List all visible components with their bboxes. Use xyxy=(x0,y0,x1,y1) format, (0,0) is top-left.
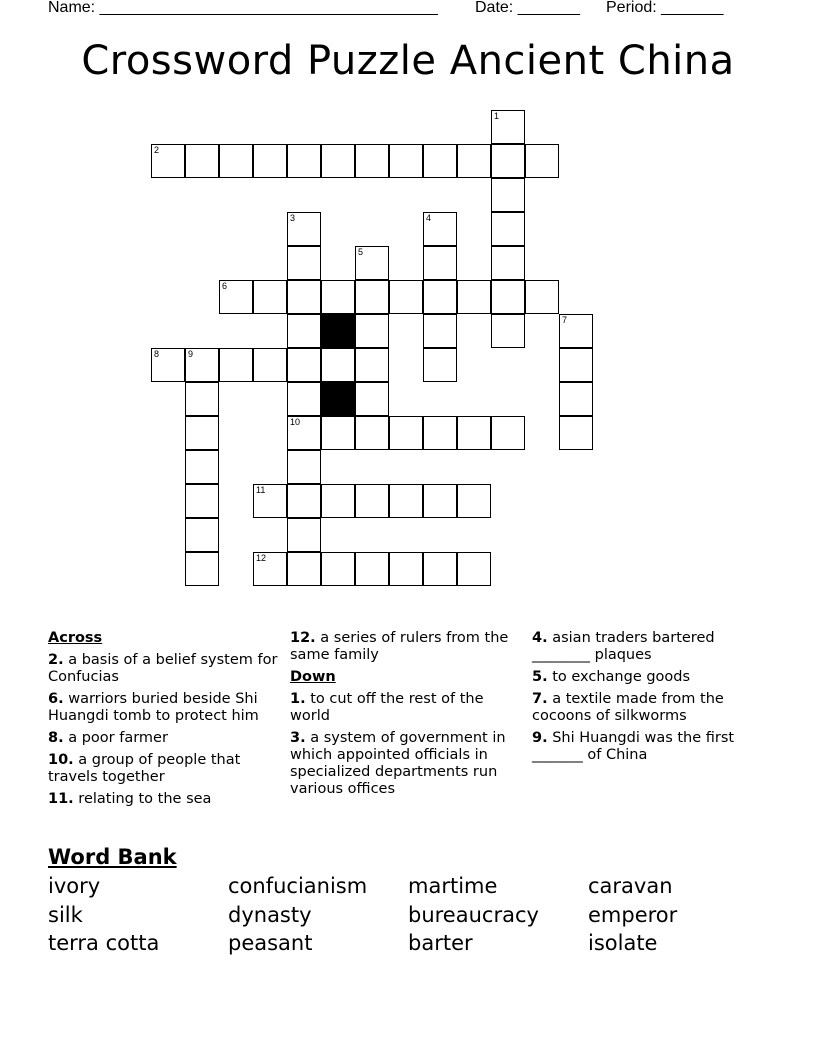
grid-cell[interactable] xyxy=(355,416,389,450)
clue-text: a system of government in which appointed officials in specialized departments run various offices xyxy=(290,730,506,797)
grid-cell[interactable] xyxy=(457,416,491,450)
clue-text: a textile made from the cocoons of silkworms xyxy=(532,691,724,724)
clues-column-1 xyxy=(48,630,280,813)
grid-cell[interactable] xyxy=(457,552,491,586)
clue-number: 12 xyxy=(256,553,267,563)
grid-cell[interactable] xyxy=(321,144,355,178)
grid-cell[interactable] xyxy=(491,178,525,212)
grid-cell[interactable] xyxy=(185,518,219,552)
grid-cell[interactable] xyxy=(423,314,457,348)
grid-cell[interactable] xyxy=(423,416,457,450)
clue-number: 3 xyxy=(290,213,296,223)
grid-cell[interactable] xyxy=(491,314,525,348)
clue-item xyxy=(532,630,772,664)
clue-text: asian traders bartered ________ plaques xyxy=(532,630,715,663)
clue-text: warriors buried beside Shi Huangdi tomb to protect him xyxy=(48,691,259,724)
grid-cell[interactable] xyxy=(389,280,423,314)
grid-cell[interactable] xyxy=(457,484,491,518)
word-bank-word: terra cotta xyxy=(48,931,160,955)
grid-cell[interactable] xyxy=(185,552,219,586)
clue-number: 7 xyxy=(562,315,568,325)
across-heading: Across xyxy=(48,630,103,646)
grid-cell[interactable] xyxy=(423,212,457,246)
grid-cell[interactable] xyxy=(253,348,287,382)
black-cell xyxy=(321,382,355,416)
clue-number: 11 xyxy=(256,485,266,495)
grid-cell[interactable] xyxy=(321,280,355,314)
clue-num: 4. xyxy=(532,630,548,646)
grid-cell[interactable] xyxy=(559,348,593,382)
word-bank-word: dynasty xyxy=(228,903,312,927)
grid-cell[interactable] xyxy=(287,280,321,314)
clue-item xyxy=(48,691,280,725)
clue-num: 8. xyxy=(48,730,64,746)
clue-text: Shi Huangdi was the first _______ of China xyxy=(532,730,735,763)
grid-cell[interactable] xyxy=(389,552,423,586)
clue-num: 12. xyxy=(290,630,316,646)
word-bank-word: isolate xyxy=(588,931,658,955)
grid-cell[interactable] xyxy=(253,280,287,314)
grid-cell[interactable] xyxy=(151,144,185,178)
clue-number: 9 xyxy=(188,349,194,359)
grid-cell[interactable] xyxy=(423,280,457,314)
grid-cell[interactable] xyxy=(355,144,389,178)
word-bank-word: bureaucracy xyxy=(408,903,539,927)
clue-num: 7. xyxy=(532,691,548,707)
clue-text: a group of people that travels together xyxy=(48,752,241,785)
grid-cell[interactable] xyxy=(287,246,321,280)
name-field-label[interactable]: Name: ______________________________________ xyxy=(48,0,438,16)
grid-cell[interactable] xyxy=(491,280,525,314)
grid-cell[interactable] xyxy=(321,348,355,382)
grid-cell[interactable] xyxy=(355,246,389,280)
clue-text: to cut off the rest of the world xyxy=(290,691,484,724)
grid-cell[interactable] xyxy=(355,314,389,348)
grid-cell[interactable] xyxy=(355,484,389,518)
period-field-label[interactable]: Period: _______ xyxy=(606,0,724,16)
word-bank-word: peasant xyxy=(228,931,313,955)
grid-cell[interactable] xyxy=(185,348,219,382)
down-heading: Down xyxy=(290,669,336,685)
grid-cell[interactable] xyxy=(287,314,321,348)
clue-num: 9. xyxy=(532,730,548,746)
clue-number: 6 xyxy=(222,281,228,291)
grid-cell[interactable] xyxy=(287,416,321,450)
grid-cell[interactable] xyxy=(423,552,457,586)
clue-text: relating to the sea xyxy=(78,791,212,807)
grid-cell[interactable] xyxy=(355,280,389,314)
clue-text: a poor farmer xyxy=(68,730,168,746)
grid-cell[interactable] xyxy=(287,212,321,246)
grid-cell[interactable] xyxy=(423,484,457,518)
grid-cell[interactable] xyxy=(287,348,321,382)
clue-item xyxy=(290,630,522,664)
word-bank-word: confucianism xyxy=(228,874,368,898)
clue-num: 6. xyxy=(48,691,64,707)
grid-cell[interactable] xyxy=(491,246,525,280)
grid-cell[interactable] xyxy=(355,552,389,586)
word-bank-word: silk xyxy=(48,903,83,927)
grid-cell[interactable] xyxy=(287,518,321,552)
grid-cell[interactable] xyxy=(287,450,321,484)
grid-cell[interactable] xyxy=(389,484,423,518)
grid-cell[interactable] xyxy=(491,110,525,144)
grid-cell[interactable] xyxy=(185,416,219,450)
clue-number: 1 xyxy=(494,111,500,121)
grid-cell[interactable] xyxy=(287,552,321,586)
clue-num: 1. xyxy=(290,691,306,707)
grid-cell[interactable] xyxy=(559,314,593,348)
clue-item xyxy=(48,652,280,686)
grid-cell[interactable] xyxy=(491,416,525,450)
clue-num: 2. xyxy=(48,652,64,668)
clue-number: 2 xyxy=(154,145,160,155)
clue-item xyxy=(290,691,522,725)
grid-cell[interactable] xyxy=(253,552,287,586)
clue-number: 4 xyxy=(426,213,432,223)
clue-num: 10. xyxy=(48,752,74,768)
grid-cell[interactable] xyxy=(287,382,321,416)
grid-cell[interactable] xyxy=(151,348,185,382)
clue-num: 3. xyxy=(290,730,306,746)
clue-text: to exchange goods xyxy=(552,669,691,685)
grid-cell[interactable] xyxy=(423,348,457,382)
clue-item xyxy=(48,752,280,786)
clue-text: a series of rulers from the same family xyxy=(290,630,509,663)
clue-number: 8 xyxy=(154,349,160,359)
clue-item xyxy=(532,691,772,725)
grid-cell[interactable] xyxy=(423,144,457,178)
grid-cell[interactable] xyxy=(389,416,423,450)
word-bank-title: Word Bank xyxy=(48,845,177,869)
word-bank-word: emperor xyxy=(588,903,678,927)
clue-item xyxy=(532,730,772,764)
grid-cell[interactable] xyxy=(185,450,219,484)
grid-cell[interactable] xyxy=(457,280,491,314)
clue-item xyxy=(48,730,280,747)
clue-number: 5 xyxy=(358,247,364,257)
grid-cell[interactable] xyxy=(457,144,491,178)
grid-cell[interactable] xyxy=(559,416,593,450)
grid-cell[interactable] xyxy=(253,144,287,178)
grid-cell[interactable] xyxy=(321,484,355,518)
grid-cell[interactable] xyxy=(525,280,559,314)
word-bank-word: caravan xyxy=(588,874,673,898)
grid-cell[interactable] xyxy=(491,212,525,246)
grid-cell[interactable] xyxy=(219,348,253,382)
clue-num: 11. xyxy=(48,791,74,807)
clue-text: a basis of a belief system for Confucias xyxy=(48,652,278,685)
grid-cell[interactable] xyxy=(219,280,253,314)
clue-item xyxy=(290,730,522,798)
grid-cell[interactable] xyxy=(491,144,525,178)
clue-number: 10 xyxy=(290,417,301,427)
grid-cell[interactable] xyxy=(185,484,219,518)
word-bank-word: barter xyxy=(408,931,473,955)
date-field-label[interactable]: Date: _______ xyxy=(475,0,580,16)
clue-num: 5. xyxy=(532,669,548,685)
grid-cell[interactable] xyxy=(253,484,287,518)
grid-cell[interactable] xyxy=(287,484,321,518)
word-bank-word: martime xyxy=(408,874,498,898)
page-title: Crossword Puzzle Ancient China xyxy=(81,38,735,84)
clues-column-3 xyxy=(532,630,772,769)
grid-cell[interactable] xyxy=(185,144,219,178)
clues-column-2 xyxy=(290,630,522,803)
grid-cell[interactable] xyxy=(423,246,457,280)
clue-item xyxy=(532,669,772,686)
grid-cell[interactable] xyxy=(525,144,559,178)
black-cell xyxy=(321,314,355,348)
grid-cell[interactable] xyxy=(355,348,389,382)
word-bank-word: ivory xyxy=(48,874,101,898)
grid-cell[interactable] xyxy=(185,382,219,416)
clue-item xyxy=(48,791,280,808)
grid-cell[interactable] xyxy=(321,552,355,586)
grid-cell[interactable] xyxy=(559,382,593,416)
grid-cell[interactable] xyxy=(219,144,253,178)
grid-cell[interactable] xyxy=(287,144,321,178)
grid-cell[interactable] xyxy=(355,382,389,416)
grid-cell[interactable] xyxy=(389,144,423,178)
grid-cell[interactable] xyxy=(321,416,355,450)
